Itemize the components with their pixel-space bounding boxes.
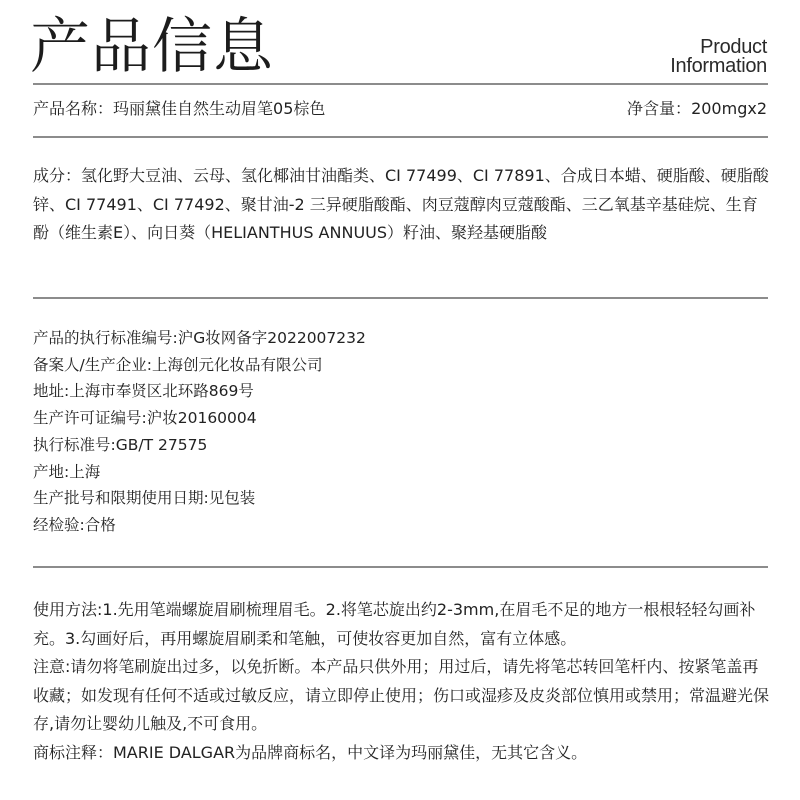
page-title-english: [670, 38, 767, 76]
divider: [33, 83, 768, 85]
reg-row: [33, 512, 366, 539]
product-name-row: [33, 97, 767, 121]
reg-label: 备案人/生产企业:: [33, 355, 152, 374]
reg-value: 沪妆20160004: [146, 409, 257, 428]
reg-value: 合格: [84, 515, 116, 534]
reg-value: GB/T 27575: [115, 435, 208, 454]
reg-label: 生产批号和限期使用日期:: [33, 489, 209, 508]
net-content-value: 200mgx2: [691, 99, 767, 118]
reg-value: 上海市奉贤区北环路869号: [69, 382, 254, 401]
reg-label: 产品的执行标准编号:: [33, 329, 178, 347]
reg-value: 上海创元化妆品有限公司: [151, 355, 323, 374]
reg-value: 上海: [69, 462, 101, 481]
divider: [33, 297, 768, 299]
reg-row: [33, 459, 366, 486]
divider: [33, 136, 768, 138]
reg-label: 地址:: [33, 382, 70, 401]
reg-row: [33, 352, 366, 379]
reg-label: 经检验:: [33, 515, 85, 534]
reg-row: [33, 405, 366, 432]
net-content-label: 净含量：: [627, 99, 692, 118]
net-content: [627, 97, 767, 121]
title-en-line2: Information: [670, 55, 767, 77]
reg-row: [33, 432, 366, 459]
reg-value: 沪G妆网备字2022007232: [177, 329, 366, 347]
usage-caution: 注意:请勿将笔刷旋出过多，以免折断。本产品只供外用；用过后，请先将笔芯转回笔杆内、按紧笔盖再收藏；如发现有任何不适或过敏反应，请立即停止使用；伤口或湿疹及皮炎部位慎用或禁用；常温避光保存,请勿让婴幼儿触及,不可食用。: [33, 657, 770, 733]
usage-method: 使用方法:1.先用笔端螺旋眉刷梳理眉毛。2.将笔芯旋出约2-3mm,在眉毛不足的地方一根根轻轻勾画补充。3.勾画好后，再用螺旋眉刷柔和笔触，可使妆容更加自然，富有立体感。: [33, 600, 756, 648]
trademark-note: 商标注释：MARIE DALGAR为品牌商标名，中文译为玛丽黛佳，无其它含义。: [33, 742, 588, 762]
regulatory-info: [33, 325, 366, 539]
ingredients-text: 成分：氢化野大豆油、云母、氢化椰油甘油酯类、CI 77499、CI 77891、合成日本蜡、硬脂酸、硬脂酸锌、CI 77491、CI 77492、聚甘油-2 三异硬脂酸酯、肉豆蔻醇肉豆蔻酸酯、三乙氧基辛基硅烷、生育酚（维生素E）、向日葵（HELIANTHUS ANNUUS）籽油、聚羟基硬脂酸: [33, 166, 769, 242]
reg-value: 见包装: [208, 489, 256, 508]
divider: [33, 566, 768, 568]
product-name-label: 产品名称：: [33, 99, 114, 118]
usage-instructions: [33, 596, 769, 767]
reg-label: 生产许可证编号:: [33, 409, 147, 428]
page-title: 产品信息: [30, 12, 274, 82]
product-name-value: 玛丽黛佳自然生动眉笔05棕色: [113, 99, 326, 118]
reg-label: 产地:: [33, 462, 70, 481]
reg-label: 执行标准号:: [33, 435, 116, 454]
reg-row: [33, 485, 366, 512]
title-en-line1: Product: [700, 36, 767, 58]
reg-row: [33, 378, 366, 405]
reg-row: [33, 325, 366, 352]
product-name: [33, 97, 325, 121]
